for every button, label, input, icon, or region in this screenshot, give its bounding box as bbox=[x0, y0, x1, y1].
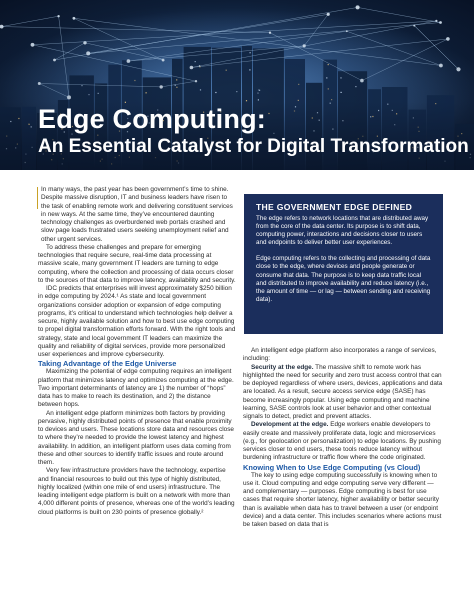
body-paragraph: IDC predicts that enterprises will invest approximately $250 billion in edge computing by 2024.¹ As state and local government organizations consider adoption or expansion of edge computing programs, it’s critical to understand which technologies help deliver a secure, highly available solution and how to best use edge computing to propel digital transformation efforts forward. With the right tools and strategy, state and local government IT leaders can maximize the quality and reliability of digital services, provide more personalized user experiences and improve cybersecurity. bbox=[38, 285, 236, 358]
definition-callout-box bbox=[244, 194, 443, 334]
intro-paragraph bbox=[38, 186, 236, 244]
right-column bbox=[243, 347, 443, 529]
body-paragraph: Very few infrastructure providers have the technology, expertise and financial resources to build out this type of highly distributed, highly localized (within one mile of end users) infrastructure. The leading intelligent edge platform is built on a network with more than 4,000 different points of presence, whereas one of the world’s leading cloud platforms is built on 230 points of presence globally.² bbox=[38, 467, 235, 516]
section-heading-edge-vs-cloud: Knowing When to Use Edge Computing (vs Cloud) bbox=[243, 462, 421, 472]
development-text: Edge workers enable developers to easily create and massively proliferate data, logic and microservices (e.g., for geolocation or personalization) to edge locations. By pushing services closer to end users, these tools reduce latency without burdening infrastructure or traffic flow where the code originated. bbox=[243, 421, 441, 462]
body-paragraph: To address these challenges and prepare for emerging technologies that require secure, real-time data processing at massive scale, many government IT leaders are turning to edge computing, where the collection and processing of data occurs closer to the sources of that data to improve latency, availability and security. bbox=[38, 243, 236, 284]
callout-paragraph: The edge refers to network locations that are distributed away from the core of the data center. Its purpose is to shift data, computing power, interactions and decisions closer to users and endpoints to deliver better user experiences. bbox=[256, 215, 429, 247]
callout-paragraph: Edge computing refers to the collecting and processing of data close to the edge, where devices and people generate or consume that data. The purpose is to keep data traffic local and distributed to improve availability and reduce latency (i.e., the amount of time — or lag — between sending and receiving data). bbox=[256, 255, 431, 303]
callout-heading: THE GOVERNMENT EDGE DEFINED bbox=[256, 202, 413, 212]
body-paragraph: The key to using edge computing successfully is knowing when to use it. Cloud computing and edge computing serve very different — and complementary — purposes. Edge computing is best for use cases that require shorter latency, higher availability or better security than is available when data has to travel between a user (or endpoint device) and a data center. This includes scenarios where actions must be taken based on data that is bbox=[243, 471, 442, 528]
body-paragraph: Maximizing the potential of edge computing requires an intelligent platform that minimizes latency and optimizes computing at the edge. Two important determinants of latency are 1) the number of “hops” data has to make to reach its destination, and 2) the distance between hops. bbox=[38, 368, 234, 409]
security-text: The massive shift to remote work has highlighted the need for security and zero trust access control that can be deployed regardless of where users, devices, applications and data are located. As a result, secure access service edge (SASE) has become increasingly popular. Using edge computing and machine learning, SASE controls look at user behavior and other contextual signals to detect, predict and prevent attacks. bbox=[243, 363, 443, 420]
run-in-heading-security: Security at the edge. bbox=[251, 363, 314, 371]
security-paragraph bbox=[243, 364, 443, 422]
page-title: Edge Computing: bbox=[38, 104, 266, 134]
left-column bbox=[38, 186, 236, 517]
run-in-heading-development: Development at the edge. bbox=[251, 421, 329, 429]
page-subtitle: An Essential Catalyst for Digital Transformation bbox=[38, 136, 469, 157]
body-paragraph: An intelligent edge platform minimizes both factors by providing pervasive, highly distributed points of presence that enable proximity to devices and users. These locations store data and resources close to where they’re needed to provide the lowest latency and highest availability. In addition, an intelligent platform uses data coming from these and other sources to identify traffic issues and route around them. bbox=[38, 409, 234, 466]
body-paragraph: An intelligent edge platform also incorporates a range of services, including: bbox=[243, 347, 437, 363]
development-paragraph bbox=[243, 421, 443, 462]
intro-first-letter: I bbox=[41, 186, 43, 193]
intro-text: n many ways, the past year has been government’s time to shine. Despite massive disruption, IT and business leaders have risen to the task of enabling remote work and delivering constituent services in new ways. At the same time, they’ve encountered daunting technology challenges as overburdened web portals crashed and slow page loads frustrated users seeking unemployment relief and other urgent services. bbox=[41, 186, 233, 243]
hero-banner bbox=[0, 0, 474, 170]
accent-bar bbox=[37, 187, 38, 209]
section-heading-edge-universe: Taking Advantage of the Edge Universe bbox=[38, 359, 177, 369]
